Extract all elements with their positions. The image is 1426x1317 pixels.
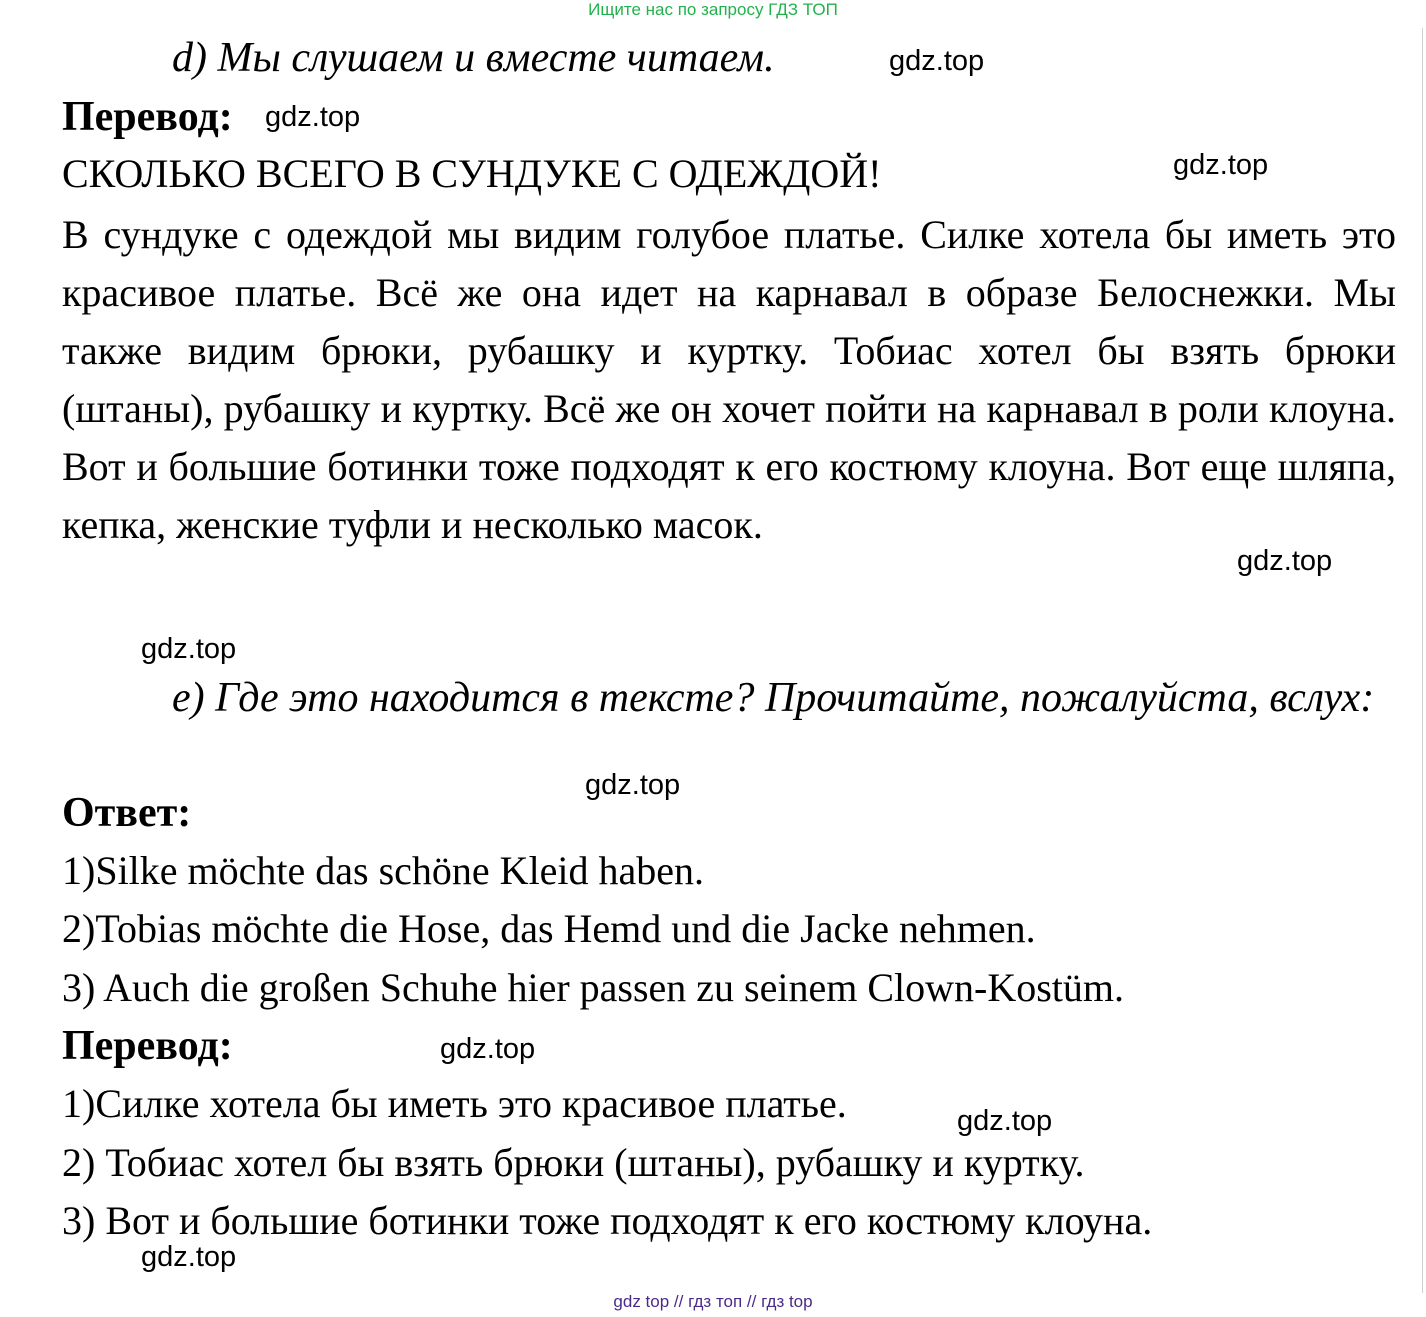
- translation-line: 2) Тобиас хотел бы взять брюки (штаны), рубашку и куртку.: [62, 1140, 1085, 1185]
- watermark: gdz.top: [1237, 545, 1333, 577]
- task-e-instruction: e) Где это находится в тексте? Прочитайте, пожалуйста, вслух:: [172, 675, 1375, 721]
- watermark: gdz.top: [265, 101, 361, 133]
- answer-line: 2)Tobias möchte die Hose, das Hemd und die Jacke nehmen.: [62, 906, 1036, 951]
- answer-heading: Ответ:: [62, 790, 192, 836]
- text-title: СКОЛЬКО ВСЕГО В СУНДУКЕ С ОДЕЖДОЙ!: [62, 151, 882, 196]
- translation-heading: Перевод:: [62, 1023, 233, 1069]
- right-edge-rule: [1422, 28, 1423, 1293]
- task-d-instruction: d) Мы слушаем и вместе читаем.: [172, 35, 775, 81]
- answer-line: 1)Silke möchte das schöne Kleid haben.: [62, 848, 705, 893]
- watermark: gdz.top: [957, 1105, 1053, 1137]
- translation-line: 3) Вот и большие ботинки тоже подходят к его костюму клоуна.: [62, 1198, 1153, 1243]
- watermark: gdz.top: [585, 769, 681, 801]
- watermark: gdz.top: [889, 45, 985, 77]
- translation-line: 1)Силке хотела бы иметь это красивое платье.: [62, 1081, 847, 1126]
- watermark: gdz.top: [440, 1033, 536, 1065]
- watermark: gdz.top: [141, 633, 237, 665]
- translation-heading: Перевод:: [62, 94, 233, 140]
- text-paragraph: В сундуке с одеждой мы видим голубое платье. Силке хотела бы иметь это красивое платье. Всё же она идет на карнавал в образе Белоснежки. Мы также видим брюки, рубашку и куртку. Тобиас хотел бы взять брюки (штаны), рубашку и куртку. Всё же он хочет пойти на карнавал в роли клоуна. Вот и большие ботинки тоже подходят к его костюму клоуна. Вот еще шляпа, кепка, женские туфли и несколько масок.: [62, 212, 1396, 547]
- watermark: gdz.top: [1173, 149, 1269, 181]
- watermark: gdz.top: [141, 1241, 237, 1273]
- footer-links: gdz top // гдз топ // гдз top: [613, 1292, 813, 1311]
- answer-line: 3) Auch die großen Schuhe hier passen zu seinem Clown-Kostüm.: [62, 965, 1125, 1010]
- top-banner: Ищите нас по запросу ГДЗ ТОП: [588, 0, 838, 19]
